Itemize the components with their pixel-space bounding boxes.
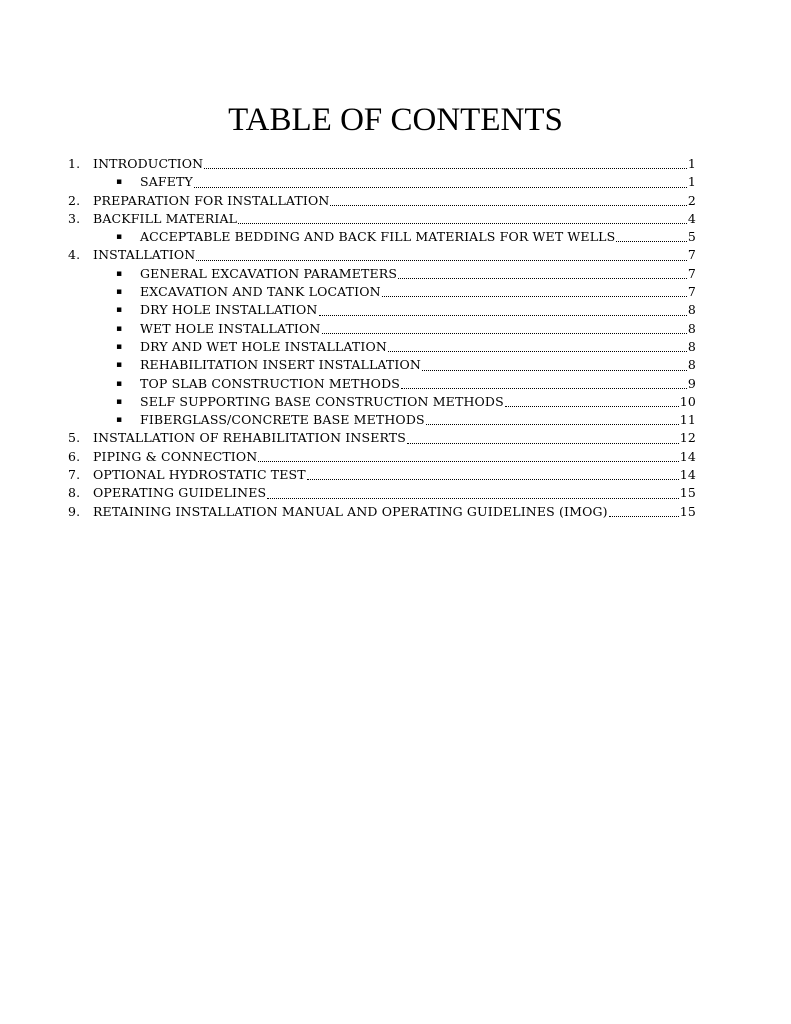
table-of-contents [68, 155, 696, 521]
toc-entry-number: 6. [68, 448, 81, 464]
toc-entry-page: 15 [679, 485, 696, 501]
toc-entry-introduction[interactable] [68, 155, 696, 173]
toc-entry-title: BACKFILL MATERIAL [93, 210, 238, 226]
toc-entry-page: 14 [679, 448, 696, 464]
toc-entry-title: PIPING & CONNECTION [93, 448, 258, 464]
toc-entry-title: TOP SLAB CONSTRUCTION METHODS [140, 375, 400, 391]
toc-entry-title: PREPARATION FOR INSTALLATION [93, 192, 330, 208]
toc-entry-page: 12 [679, 430, 696, 446]
toc-entry-title: FIBERGLASS/CONCRETE BASE METHODS [140, 412, 425, 428]
toc-entry-title: SELF SUPPORTING BASE CONSTRUCTION METHODS [140, 393, 504, 409]
toc-entry-number: 4. [68, 247, 81, 263]
dot-leader [267, 495, 679, 499]
toc-entry-installation-of-rehabilitation-inserts[interactable] [68, 429, 696, 447]
square-bullet-icon: ▪ [116, 396, 123, 407]
toc-entry-page: 15 [679, 503, 696, 519]
dot-leader [398, 275, 687, 279]
toc-entry-wet-hole-installation[interactable] [68, 320, 696, 338]
dot-leader [307, 476, 679, 480]
toc-entry-page: 8 [687, 302, 696, 318]
toc-entry-retaining-installation-manual[interactable] [68, 503, 696, 521]
toc-entry-page: 10 [679, 393, 696, 409]
square-bullet-icon: ▪ [116, 305, 123, 316]
dot-leader [194, 184, 687, 188]
toc-entry-page: 8 [687, 320, 696, 336]
toc-entry-page: 7 [687, 247, 696, 263]
dot-leader [505, 403, 679, 407]
toc-entry-title: WET HOLE INSTALLATION [140, 320, 321, 336]
toc-entry-optional-hydrostatic-test[interactable] [68, 466, 696, 484]
toc-entry-page: 1 [687, 174, 696, 190]
toc-entry-safety[interactable] [68, 173, 696, 191]
toc-entry-rehabilitation-insert-installation[interactable] [68, 356, 696, 374]
toc-entry-title: DRY HOLE INSTALLATION [140, 302, 318, 318]
toc-entry-page: 8 [687, 357, 696, 373]
toc-entry-excavation-and-tank-location[interactable] [68, 283, 696, 301]
toc-entry-page: 1 [687, 156, 696, 171]
toc-entry-page: 8 [687, 338, 696, 354]
toc-entry-page: 2 [687, 192, 696, 208]
toc-entry-title: SAFETY [140, 174, 193, 190]
dot-leader [388, 348, 687, 352]
toc-entry-piping-and-connection[interactable] [68, 448, 696, 466]
toc-entry-preparation-for-installation[interactable] [68, 192, 696, 210]
toc-entry-dry-and-wet-hole-installation[interactable] [68, 338, 696, 356]
toc-entry-title: OPERATING GUIDELINES [93, 485, 267, 501]
dot-leader [258, 458, 678, 462]
toc-entry-page: 5 [687, 229, 696, 245]
dot-leader [609, 513, 679, 517]
toc-entry-dry-hole-installation[interactable] [68, 301, 696, 319]
square-bullet-icon: ▪ [116, 268, 123, 279]
toc-entry-page: 4 [687, 210, 696, 226]
toc-entry-fiberglass-concrete-base-methods[interactable] [68, 411, 696, 429]
toc-entry-page: 7 [687, 284, 696, 300]
page-title: TABLE OF CONTENTS [228, 102, 563, 138]
toc-entry-title: INSTALLATION OF REHABILITATION INSERTS [93, 430, 407, 446]
dot-leader [382, 293, 687, 297]
square-bullet-icon: ▪ [116, 323, 123, 334]
dot-leader [238, 220, 687, 224]
toc-entry-number: 2. [68, 192, 81, 208]
dot-leader [401, 385, 687, 389]
toc-entry-self-supporting-base-construction-methods[interactable] [68, 393, 696, 411]
dot-leader [426, 421, 679, 425]
dot-leader [616, 238, 687, 242]
toc-entry-installation[interactable] [68, 246, 696, 264]
toc-entry-number: 9. [68, 503, 81, 519]
toc-entry-top-slab-construction-methods[interactable] [68, 375, 696, 393]
square-bullet-icon: ▪ [116, 287, 123, 298]
toc-entry-general-excavation-parameters[interactable] [68, 265, 696, 283]
toc-entry-number: 1. [68, 156, 81, 171]
toc-entry-title: EXCAVATION AND TANK LOCATION [140, 284, 381, 300]
toc-entry-acceptable-bedding[interactable] [68, 228, 696, 246]
dot-leader [322, 330, 687, 334]
dot-leader [422, 367, 687, 371]
toc-entry-title: GENERAL EXCAVATION PARAMETERS [140, 265, 398, 281]
toc-entry-number: 3. [68, 210, 81, 226]
dot-leader [196, 257, 687, 261]
toc-entry-title: DRY AND WET HOLE INSTALLATION [140, 338, 387, 354]
toc-entry-page: 7 [687, 265, 696, 281]
toc-entry-page: 11 [679, 412, 696, 428]
toc-entry-number: 7. [68, 467, 81, 483]
toc-entry-page: 9 [687, 375, 696, 391]
toc-entry-operating-guidelines[interactable] [68, 484, 696, 502]
square-bullet-icon: ▪ [116, 415, 123, 426]
toc-entry-title: ACCEPTABLE BEDDING AND BACK FILL MATERIALS FOR WET WELLS [140, 229, 616, 245]
toc-entry-title: INSTALLATION [93, 247, 196, 263]
toc-entry-title: REHABILITATION INSERT INSTALLATION [140, 357, 421, 373]
dot-leader [407, 440, 679, 444]
square-bullet-icon: ▪ [116, 232, 123, 243]
toc-entry-page: 14 [679, 467, 696, 483]
dot-leader [330, 202, 686, 206]
square-bullet-icon: ▪ [116, 177, 123, 188]
toc-entry-title: RETAINING INSTALLATION MANUAL AND OPERATING GUIDELINES (IMOG) [93, 503, 608, 519]
toc-entry-backfill-material[interactable] [68, 210, 696, 228]
toc-entry-number: 8. [68, 485, 81, 501]
toc-entry-title: OPTIONAL HYDROSTATIC TEST [93, 467, 306, 483]
dot-leader [204, 165, 687, 169]
toc-entry-number: 5. [68, 430, 81, 446]
square-bullet-icon: ▪ [116, 341, 123, 352]
square-bullet-icon: ▪ [116, 378, 123, 389]
toc-entry-title: INTRODUCTION [93, 156, 204, 171]
square-bullet-icon: ▪ [116, 360, 123, 371]
dot-leader [319, 312, 687, 316]
